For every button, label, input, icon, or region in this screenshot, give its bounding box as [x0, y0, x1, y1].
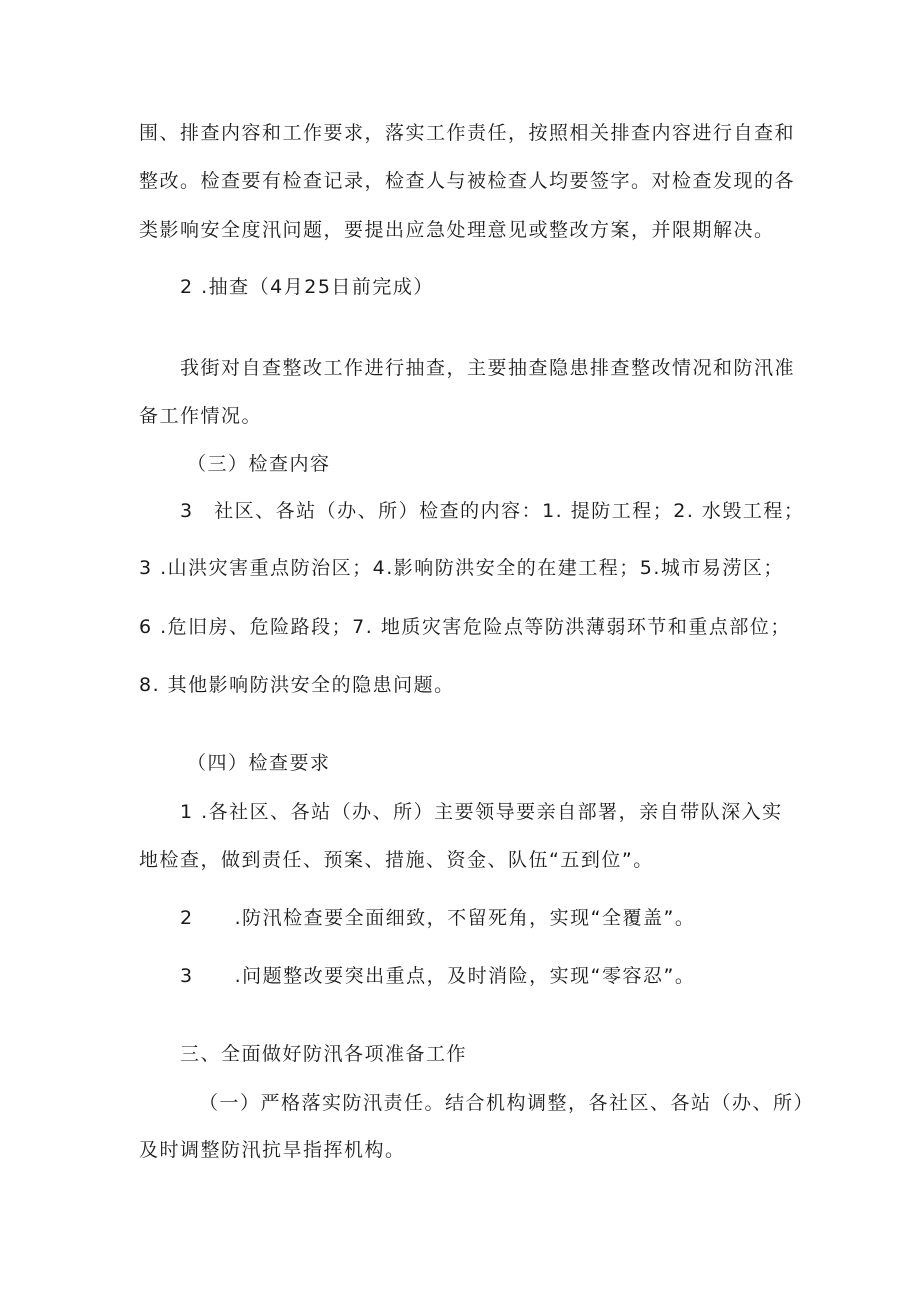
text-line: 围、排查内容和工作要求，落实工作责任，按照相关排查内容进行自查和: [139, 122, 796, 144]
text-line: 及时调整防汛抗旱指挥机构。: [139, 1139, 406, 1161]
section-heading: （四）检查要求: [187, 752, 331, 774]
text-line: 2 .防汛检查要全面细致，不留死角，实现“全覆盖”。: [180, 907, 696, 929]
text-line: （一）严格落实防汛责任。结合机构调整，各社区、各站（办、所）: [199, 1092, 815, 1114]
text-line: 整改。检查要有检查记录，检查人与被检查人均要签字。对检查发现的各: [139, 170, 796, 192]
text-line: 1 .各社区、各站（办、所）主要领导要亲自部署，亲自带队深入实: [180, 801, 783, 823]
section-heading: （三）检查内容: [187, 453, 331, 475]
text-line: 备工作情况。: [139, 405, 263, 427]
section-heading: 2 .抽查（4月25日前完成）: [180, 276, 434, 298]
text-line: 地检查，做到责任、预案、措施、资金、队伍“五到位”。: [139, 849, 654, 871]
text-line: 6 .危旧房、危险路段；7. 地质灾害危险点等防洪薄弱环节和重点部位；: [139, 616, 791, 638]
text-line: 3 .问题整改要突出重点，及时消险，实现“零容忍”。: [180, 965, 696, 987]
text-line: 3 社区、各站（办、所）检查的内容：1. 提防工程；2. 水毁工程；: [180, 500, 805, 522]
text-line: 我街对自查整改工作进行抽查，主要抽查隐患排查整改情况和防汛准: [180, 357, 796, 379]
text-line: 类影响安全度汛问题，要提出应急处理意见或整改方案，并限期解决。: [139, 219, 775, 241]
text-line: 8. 其他影响防洪安全的隐患问题。: [139, 674, 455, 696]
section-heading: 三、全面做好防汛各项准备工作: [180, 1043, 468, 1065]
text-line: 3 .山洪灾害重点防治区；4.影响防洪安全的在建工程；5.城市易涝区；: [139, 557, 784, 579]
